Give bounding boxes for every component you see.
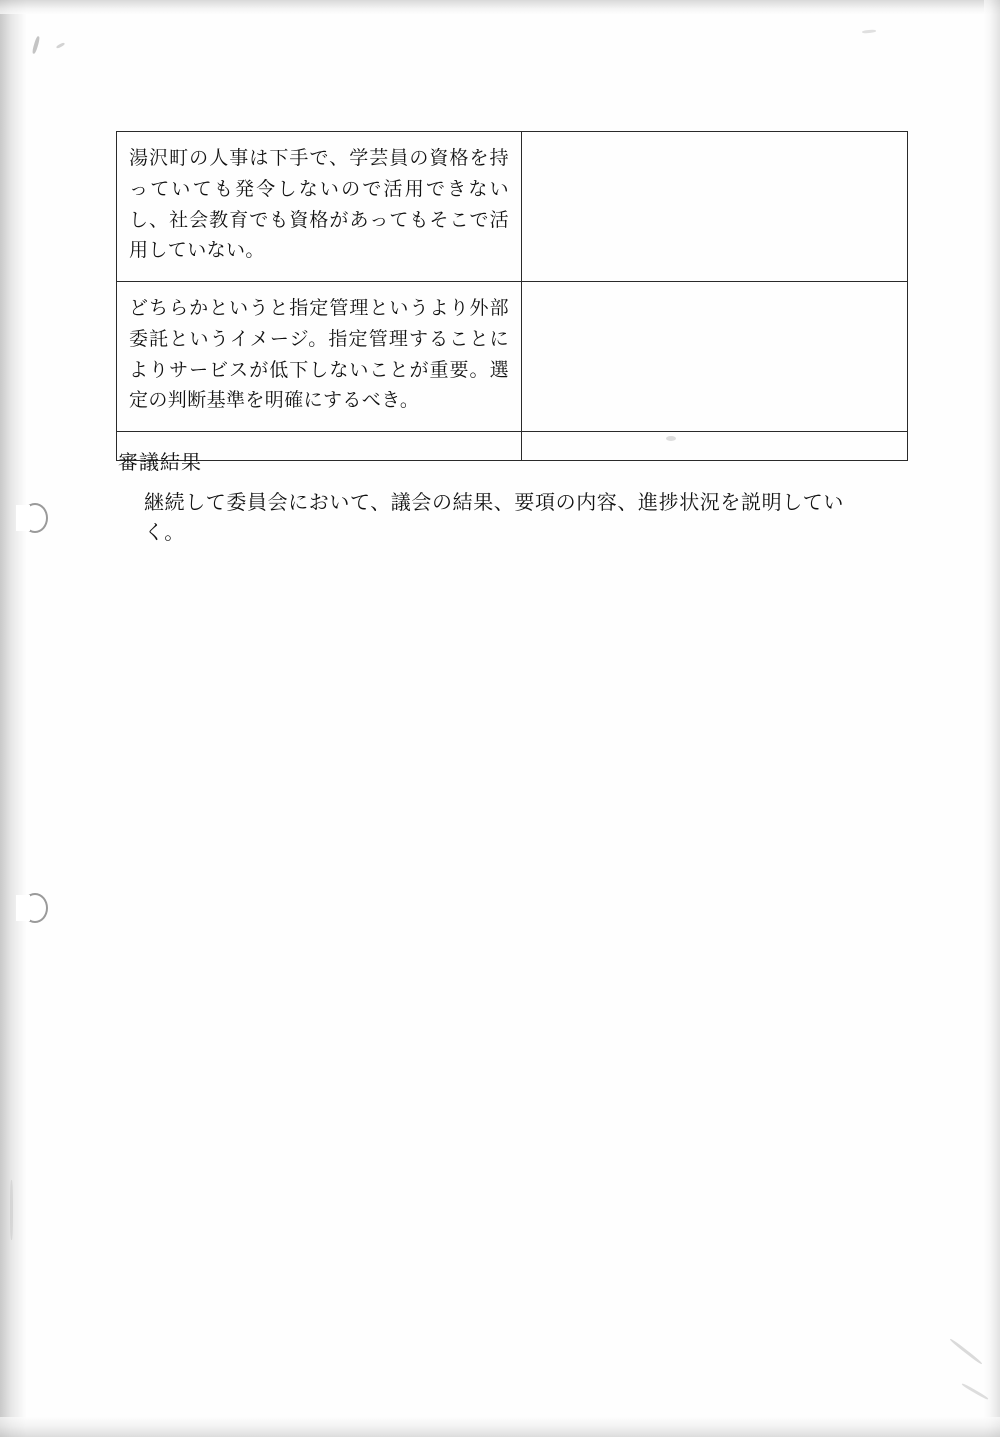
scan-edge-bottom (0, 1417, 1000, 1437)
table-cell-response (522, 132, 908, 282)
table-row (117, 132, 908, 282)
comment-text: 湯沢町の人事は下手で、学芸員の資格を持っていても発令しないので活用できないし、社会教育でも資格があってもそこで活用していない。 (129, 148, 509, 262)
scan-edge-right (984, 0, 1000, 1437)
table-cell-comment (117, 132, 522, 282)
scan-speck (32, 36, 41, 54)
punch-hole-icon (22, 503, 48, 533)
scan-edge-left (0, 0, 26, 1437)
scan-speck (10, 1180, 13, 1240)
comment-text: どちらかというと指定管理というより外部委託というイメージ。指定管理することによりサービスが低下しないことが重要。選定の判断基準を明確にするべき。 (129, 298, 509, 412)
comments-table (116, 131, 908, 461)
section-heading: 審議結果 (118, 452, 202, 474)
table-cell-response (522, 282, 908, 432)
scan-edge-top (0, 0, 1000, 14)
scan-speck (949, 1338, 982, 1365)
scan-speck (862, 29, 876, 33)
section-body-text: 継続して委員会において、議会の結果、要項の内容、進捗状況を説明していく。 (144, 492, 844, 544)
table-cell-comment (117, 282, 522, 432)
scan-speck (56, 42, 65, 49)
table-row (117, 282, 908, 432)
punch-hole-icon (22, 893, 48, 923)
deliberation-result-section (118, 448, 878, 548)
